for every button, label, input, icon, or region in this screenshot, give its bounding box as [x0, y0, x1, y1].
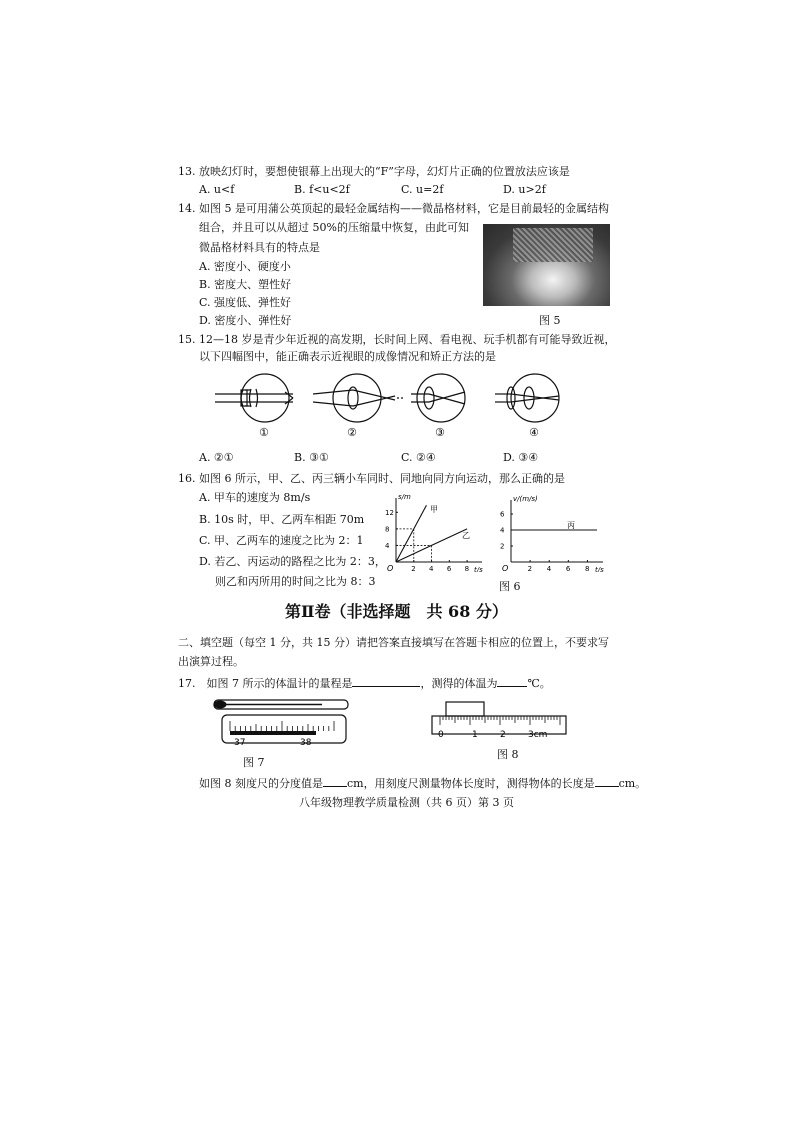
q13-option-c: C. u=2f [401, 183, 444, 196]
q17-text-d: 如图 8 刻度尺的分度值是 [199, 777, 323, 790]
y-tick-label-2: 12 [385, 508, 394, 517]
origin-label: O [387, 564, 394, 572]
y-tick-label-2: 6 [500, 510, 505, 519]
ruler-figure [430, 700, 570, 742]
eye-diagram-4 [495, 374, 559, 422]
q17-line1 [178, 675, 551, 691]
q16-option-d: D. 若乙、丙运动的路程之比为 2：3， [199, 555, 386, 568]
x-tick-label-1: 4 [546, 565, 552, 572]
series-label-0: 甲 [430, 505, 438, 514]
q17-blank-division [323, 775, 347, 787]
chart-v-t [495, 490, 615, 572]
q13-option-a: A. u<f [199, 183, 235, 196]
section2-instructions-line1: 二、填空题（每空 1 分，共 15 分）请把答案直接填写在答题卡相应的位置上，不要求写 [178, 636, 609, 649]
fig7-caption: 图 7 [243, 756, 265, 769]
x-tick-label-2: 6 [565, 565, 571, 572]
eye-diagram-label-2: ② [347, 426, 357, 439]
q15-line1: 15. 12—18 岁是青少年近视的高发期，长时间上网、看电视、玩手机都有可能导致近视， [178, 333, 616, 346]
x-tick-label-0: 2 [411, 565, 416, 572]
q14-option-a: A. 密度小、硬度小 [199, 260, 291, 273]
q15-option-d: D. ③④ [503, 451, 539, 464]
x-tick-label-2: 6 [446, 565, 452, 572]
microlattice-photo [483, 224, 610, 306]
q13-stem: 13. 放映幻灯时，要想使银幕上出现大的“F”字母，幻灯片正确的位置放法应该是 [178, 165, 570, 178]
page-footer: 八年级物理教学质量检测（共 6 页）第 3 页 [299, 796, 514, 809]
q17-line2 [199, 775, 646, 791]
q17-blank-range [352, 675, 420, 687]
q15-option-c: C. ②④ [401, 451, 436, 464]
thermometer-figure [212, 697, 352, 752]
x-tick-label-0: 2 [527, 565, 533, 572]
fig6-caption: 图 6 [499, 580, 521, 593]
ruler-label-2: 2 [500, 730, 506, 740]
eye-diagram-3 [411, 374, 465, 422]
eye-diagram-2 [313, 374, 403, 422]
q17-text-b: ，测得的体温为 [420, 677, 498, 690]
origin-label: O [502, 564, 509, 572]
chart-s-t [380, 490, 490, 572]
fig5-caption: 图 5 [539, 314, 561, 327]
q17-blank-length [595, 775, 619, 787]
y-axis-label: v/(m/s) [513, 495, 538, 503]
q16-stem: 16. 如图 6 所示，甲、乙、丙三辆小车同时、同地向同方向运动，那么正确的是 [178, 472, 565, 485]
fig8-caption: 图 8 [497, 748, 519, 761]
x-tick-label-3: 8 [584, 565, 590, 572]
q15-option-b: B. ③① [294, 451, 329, 464]
q15-option-a: A. ②① [199, 451, 234, 464]
q16-option-b: B. 10s 时，甲、乙两车相距 70m [199, 513, 365, 526]
y-tick-label-1: 8 [385, 525, 390, 534]
q14-option-c: C. 强度低、弹性好 [199, 296, 292, 309]
q14-line1: 14. 如图 5 是可用蒲公英顶起的最轻金属结构——微晶格材料，它是目前最轻的金属结构 [178, 202, 609, 215]
y-axis-label: s/m [398, 493, 411, 501]
y-tick-label-0: 2 [500, 542, 505, 551]
eye-diagram-label-4: ④ [529, 426, 539, 439]
q17-text-c: ℃。 [527, 677, 551, 690]
y-tick-label-1: 4 [500, 526, 505, 535]
q17-blank-temp [497, 675, 527, 687]
ruler-label-1: 1 [472, 730, 478, 740]
thermometer-label-38: 38 [300, 738, 312, 748]
x-tick-label-1: 4 [429, 565, 434, 572]
q14-option-b: B. 密度大、塑性好 [199, 278, 292, 291]
x-axis-label: t/s [595, 566, 604, 572]
q13-option-b: B. f<u<2f [294, 183, 350, 196]
x-tick-label-3: 8 [464, 565, 470, 572]
x-axis-label: t/s [474, 566, 483, 572]
q17-text-f: cm。 [618, 777, 647, 790]
q14-option-d: D. 密度小、弹性好 [199, 314, 292, 327]
series-line-0 [396, 505, 426, 562]
eye-diagrams [215, 370, 585, 440]
y-tick-label-0: 4 [385, 541, 390, 550]
q14-line2: 组合，并且可以从超过 50%的压缩量中恢复，由此可知 [199, 221, 469, 234]
ruler-label-3: 3cm [528, 730, 548, 740]
ruler-label-0: 0 [438, 730, 444, 740]
q16-option-c: C. 甲、乙两车的速度之比为 2：1 [199, 534, 364, 547]
q16-option-a: A. 甲车的速度为 8m/s [199, 491, 311, 504]
q14-line3: 微晶格材料具有的特点是 [199, 241, 320, 254]
q17-text-e: cm，用刻度尺测量物体长度时，测得物体的长度是 [347, 777, 595, 790]
series-label-1: 乙 [462, 531, 470, 540]
series-label-0: 丙 [567, 521, 575, 530]
q17-text-a: 17. 如图 7 所示的体温计的量程是 [178, 677, 353, 690]
q15-line2: 以下四幅图中，能正确表示近视眼的成像情况和矫正方法的是 [199, 350, 496, 363]
thermometer-label-37: 37 [234, 738, 246, 748]
q16-option-d-line2: 则乙和丙所用的时间之比为 8：3 [215, 575, 376, 588]
eye-diagram-1 [215, 374, 293, 422]
section2-title: 第Ⅱ卷（非选择题 共 68 分） [285, 602, 508, 621]
q13-option-d: D. u>2f [503, 183, 546, 196]
section2-instructions-line2: 出演算过程。 [178, 655, 244, 668]
eye-diagram-label-1: ① [259, 426, 269, 439]
eye-diagram-label-3: ③ [435, 426, 445, 439]
